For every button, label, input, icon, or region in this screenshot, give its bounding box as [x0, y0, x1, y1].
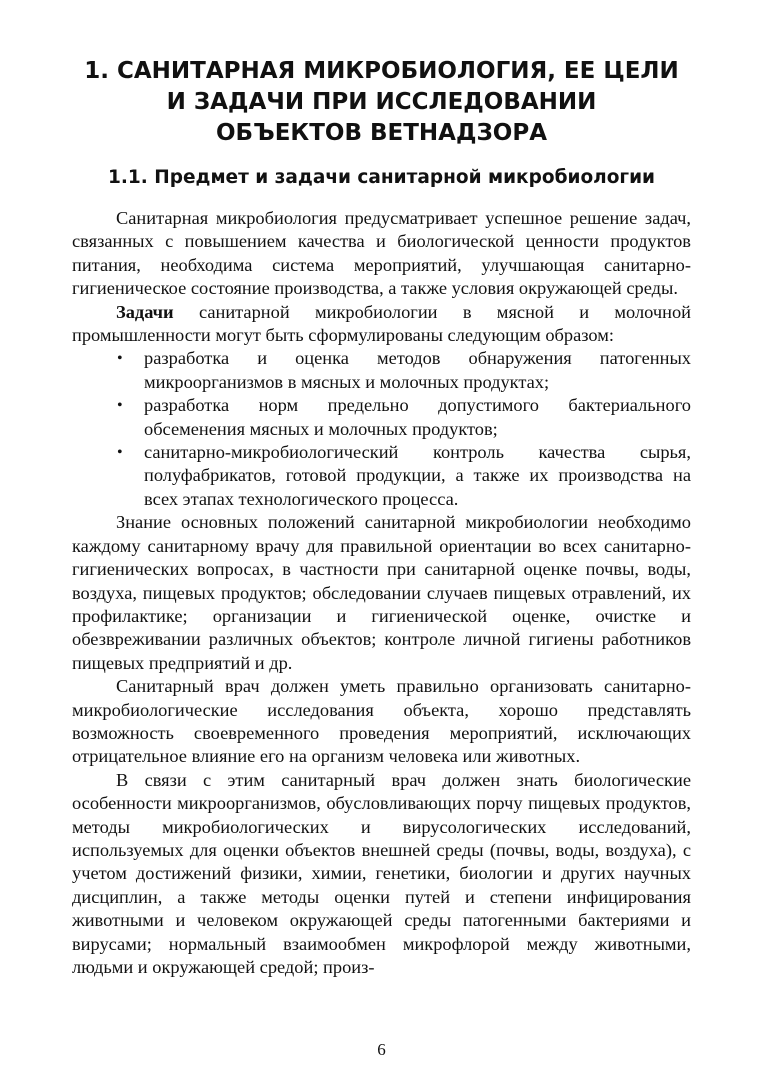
paragraph-tasks	[72, 301, 691, 348]
list-item	[72, 441, 691, 511]
body-text	[72, 207, 691, 979]
page-number: 6	[377, 1040, 386, 1059]
list-item-text: санитарно-микробиологический контроль качества сырья, полуфабрикатов, готовой продукции, а также их производства на всех этапах технологического процесса.	[144, 442, 691, 509]
chapter-title-line: 1. САНИТАРНАЯ МИКРОБИОЛОГИЯ, ЕЕ ЦЕЛИ	[84, 58, 679, 84]
section-title: 1.1. Предмет и задачи санитарной микробиологии	[107, 167, 656, 188]
list-item-text: разработка и оценка методов обнаружения патогенных микроорганизмов в мясных и молочных продуктах;	[144, 348, 691, 392]
paragraph-tasks-text: санитарной микробиологии в мясной и молочной промышленности могут быть сформулированы следующим образом:	[72, 301, 691, 346]
list-item-text: разработка норм предельно допустимого бактериального обсеменения мясных и молочных продуктов;	[144, 395, 691, 439]
paragraph-intro: Санитарная микробиология предусматривает успешное решение задач, связанных с повышением качества и биологической ценности продуктов питания, необходима система мероприятий, улучшающая санитарно-гигиеническое состояние производства, а также условия окружающей среды.	[72, 208, 691, 299]
bold-term: Задачи	[116, 301, 174, 322]
chapter-title-line: И ЗАДАЧИ ПРИ ИССЛЕДОВАНИИ	[166, 89, 597, 115]
paragraph-biology: В связи с этим санитарный врач должен знать биологические особенности микроорганизмов, обусловливающих порчу пищевых продуктов, методы микробиологических и вирусологических исследований, используемых для оценки объектов внешней среды (почвы, воды, воздуха), с учетом достижений физики, химии, генетики, биологии и других научных дисциплин, а также методы оценки путей и степени инфицирования животными и человеком окружающей среды патогенными бактериями и вирусами; нормальный взаимообмен микрофлорой между животными, людьми и окружающей средой; произ-	[72, 769, 691, 977]
tasks-list	[72, 347, 691, 511]
bullet-icon: •	[117, 397, 123, 415]
list-item	[72, 394, 691, 441]
chapter-title-line: ОБЪЕКТОВ ВЕТНАДЗОРА	[216, 120, 547, 146]
bullet-icon: •	[117, 350, 123, 368]
chapter-title	[70, 56, 693, 149]
paragraph-organize: Санитарный врач должен уметь правильно организовать санитарно-микробиологические исследования объекта, хорошо представлять возможность своевременного проведения мероприятий, исключающих отрицательное влияние его на организм человека или животных.	[72, 676, 691, 767]
list-item	[72, 347, 691, 394]
bullet-icon: •	[117, 444, 123, 462]
paragraph-knowledge: Знание основных положений санитарной микробиологии необходимо каждому санитарному врачу для правильной ориентации во всех санитарно-гигиенических вопросах, в частности при санитарной оценке почвы, воды, воздуха, пищевых продуктов; обследовании случаев пищевых отравлений, их профилактике; организации и гигиенической оценке, очистке и обезвреживании различных объектов; контроле личной гигиены работников пищевых предприятий и др.	[72, 512, 691, 673]
